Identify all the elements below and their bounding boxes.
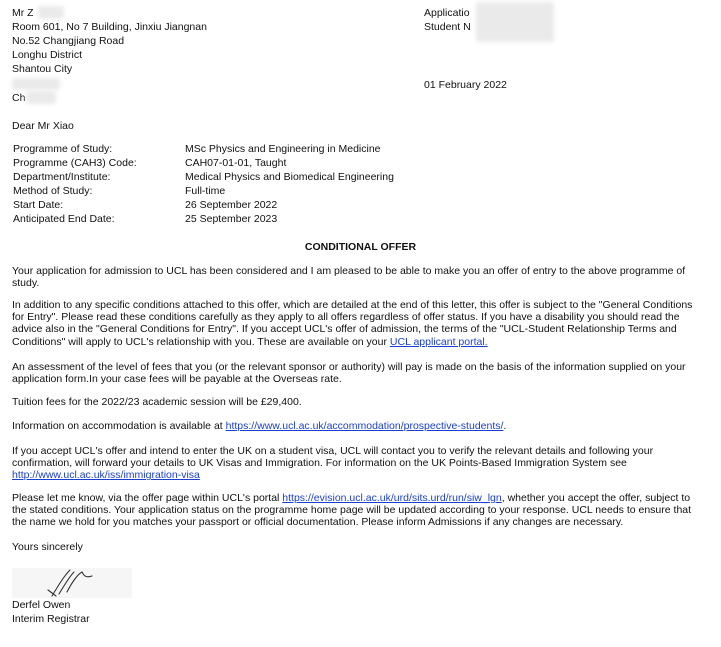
detail-row <box>13 185 713 199</box>
redaction <box>26 91 56 104</box>
detail-row <box>13 213 713 227</box>
paragraph-text: If you accept UCL's offer and intend to enter the UK on a student visa, UCL will contact you to verify the relevant details and following your confirmation, will forward your details to UK Visas and Immigration. For information on the UK Points-Based Immigration System see <box>12 445 654 470</box>
detail-value: Full-time <box>185 185 226 197</box>
detail-row <box>13 199 713 213</box>
detail-label: Programme of Study: <box>13 143 113 155</box>
address-line-1: Room 601, No 7 Building, Jinxiu Jiangnan <box>12 21 207 33</box>
detail-row <box>13 171 713 185</box>
detail-value: MSc Physics and Engineering in Medicine <box>185 143 381 155</box>
detail-row <box>13 157 713 171</box>
address-line-6: Ch <box>12 92 26 104</box>
detail-value: CAH07-01-01, Taught <box>185 157 287 169</box>
detail-value: 26 September 2022 <box>185 199 278 211</box>
immigration-visa-link[interactable]: http://www.ucl.ac.uk/iss/immigration-visa <box>12 469 200 482</box>
evision-portal-link[interactable]: https://evision.ucl.ac.uk/urd/sits.urd/run/siw_lgn <box>282 492 502 504</box>
paragraph-text: Please let me know, via the offer page within UCL's portal <box>12 492 280 504</box>
detail-label: Programme (CAH3) Code: <box>13 157 137 169</box>
detail-row <box>13 143 713 157</box>
closing: Yours sincerely <box>12 541 83 553</box>
letter-date: 01 February 2022 <box>424 79 507 91</box>
detail-label: Anticipated End Date: <box>13 213 115 225</box>
accommodation-link[interactable]: https://www.ucl.ac.uk/accommodation/prospective-students/ <box>225 420 504 432</box>
paragraph-accept-offer <box>12 492 702 529</box>
detail-label: Start Date: <box>13 199 64 211</box>
recipient-name: Mr Z <box>12 7 34 19</box>
address-line-4: Shantou City <box>12 63 73 75</box>
redaction <box>476 2 554 42</box>
detail-value: 25 September 2023 <box>185 213 278 225</box>
student-number-label: Student N <box>424 21 471 33</box>
detail-label: Method of Study: <box>13 185 93 197</box>
paragraph-text: In addition to any specific conditions attached to this offer, which are detailed at the end of this letter, this offer is subject to the "General Conditions for Entry". Please read these conditions carefully as they apply to all offers regardless of offer status. If you have a disability you should read the advice also in the "General Conditions for Entry". If you accept UCL's offer of admission, the terms of the "UCL-Student Relationship Terms and Conditions" will apply to UCL's relationship with you. These are available on your <box>12 299 693 348</box>
redaction <box>38 6 64 19</box>
signatory-name: Derfel Owen <box>12 599 71 611</box>
paragraph-consideration: Your application for admission to UCL has been considered and I am pleased to be able to make you an offer of entry to the above programme of study. <box>12 265 686 290</box>
paragraph-text: Information on accommodation is available at <box>12 420 223 432</box>
application-number-label: Applicatio <box>424 7 470 19</box>
paragraph-text: , whether you accept the offer, subject to the stated conditions. Your application status on the programme home page will be updated according to your response. UCL needs to ensure that the name we hold for you matches your passport or official documentation. Please inform Admissions if any changes are necessary. <box>12 492 692 529</box>
paragraph-fee-assessment: An assessment of the level of fees that you (or the relevant sponsor or authority) will pay is made on the basis of the information supplied on your application form.In your case fees will be payable at the Overseas rate. <box>12 361 686 386</box>
offer-title: CONDITIONAL OFFER <box>304 241 417 253</box>
salutation: Dear Mr Xiao <box>12 120 74 132</box>
paragraph-visa <box>12 445 702 482</box>
signatory-title: Interim Registrar <box>12 613 90 625</box>
paragraph-accommodation <box>12 420 702 432</box>
detail-label: Department/Institute: <box>13 171 111 183</box>
address-line-3: Longhu District <box>12 49 83 61</box>
paragraph-text: . <box>503 420 507 432</box>
signature-image <box>12 566 132 600</box>
address-line-2: No.52 Changjiang Road <box>12 35 125 47</box>
applicant-portal-link[interactable]: UCL applicant portal. <box>389 335 488 348</box>
detail-value: Medical Physics and Biomedical Engineering <box>185 171 394 183</box>
paragraph-general-conditions <box>12 299 702 348</box>
redaction <box>12 78 60 90</box>
paragraph-tuition-fees: Tuition fees for the 2022/23 academic session will be £29,400. <box>12 396 302 408</box>
